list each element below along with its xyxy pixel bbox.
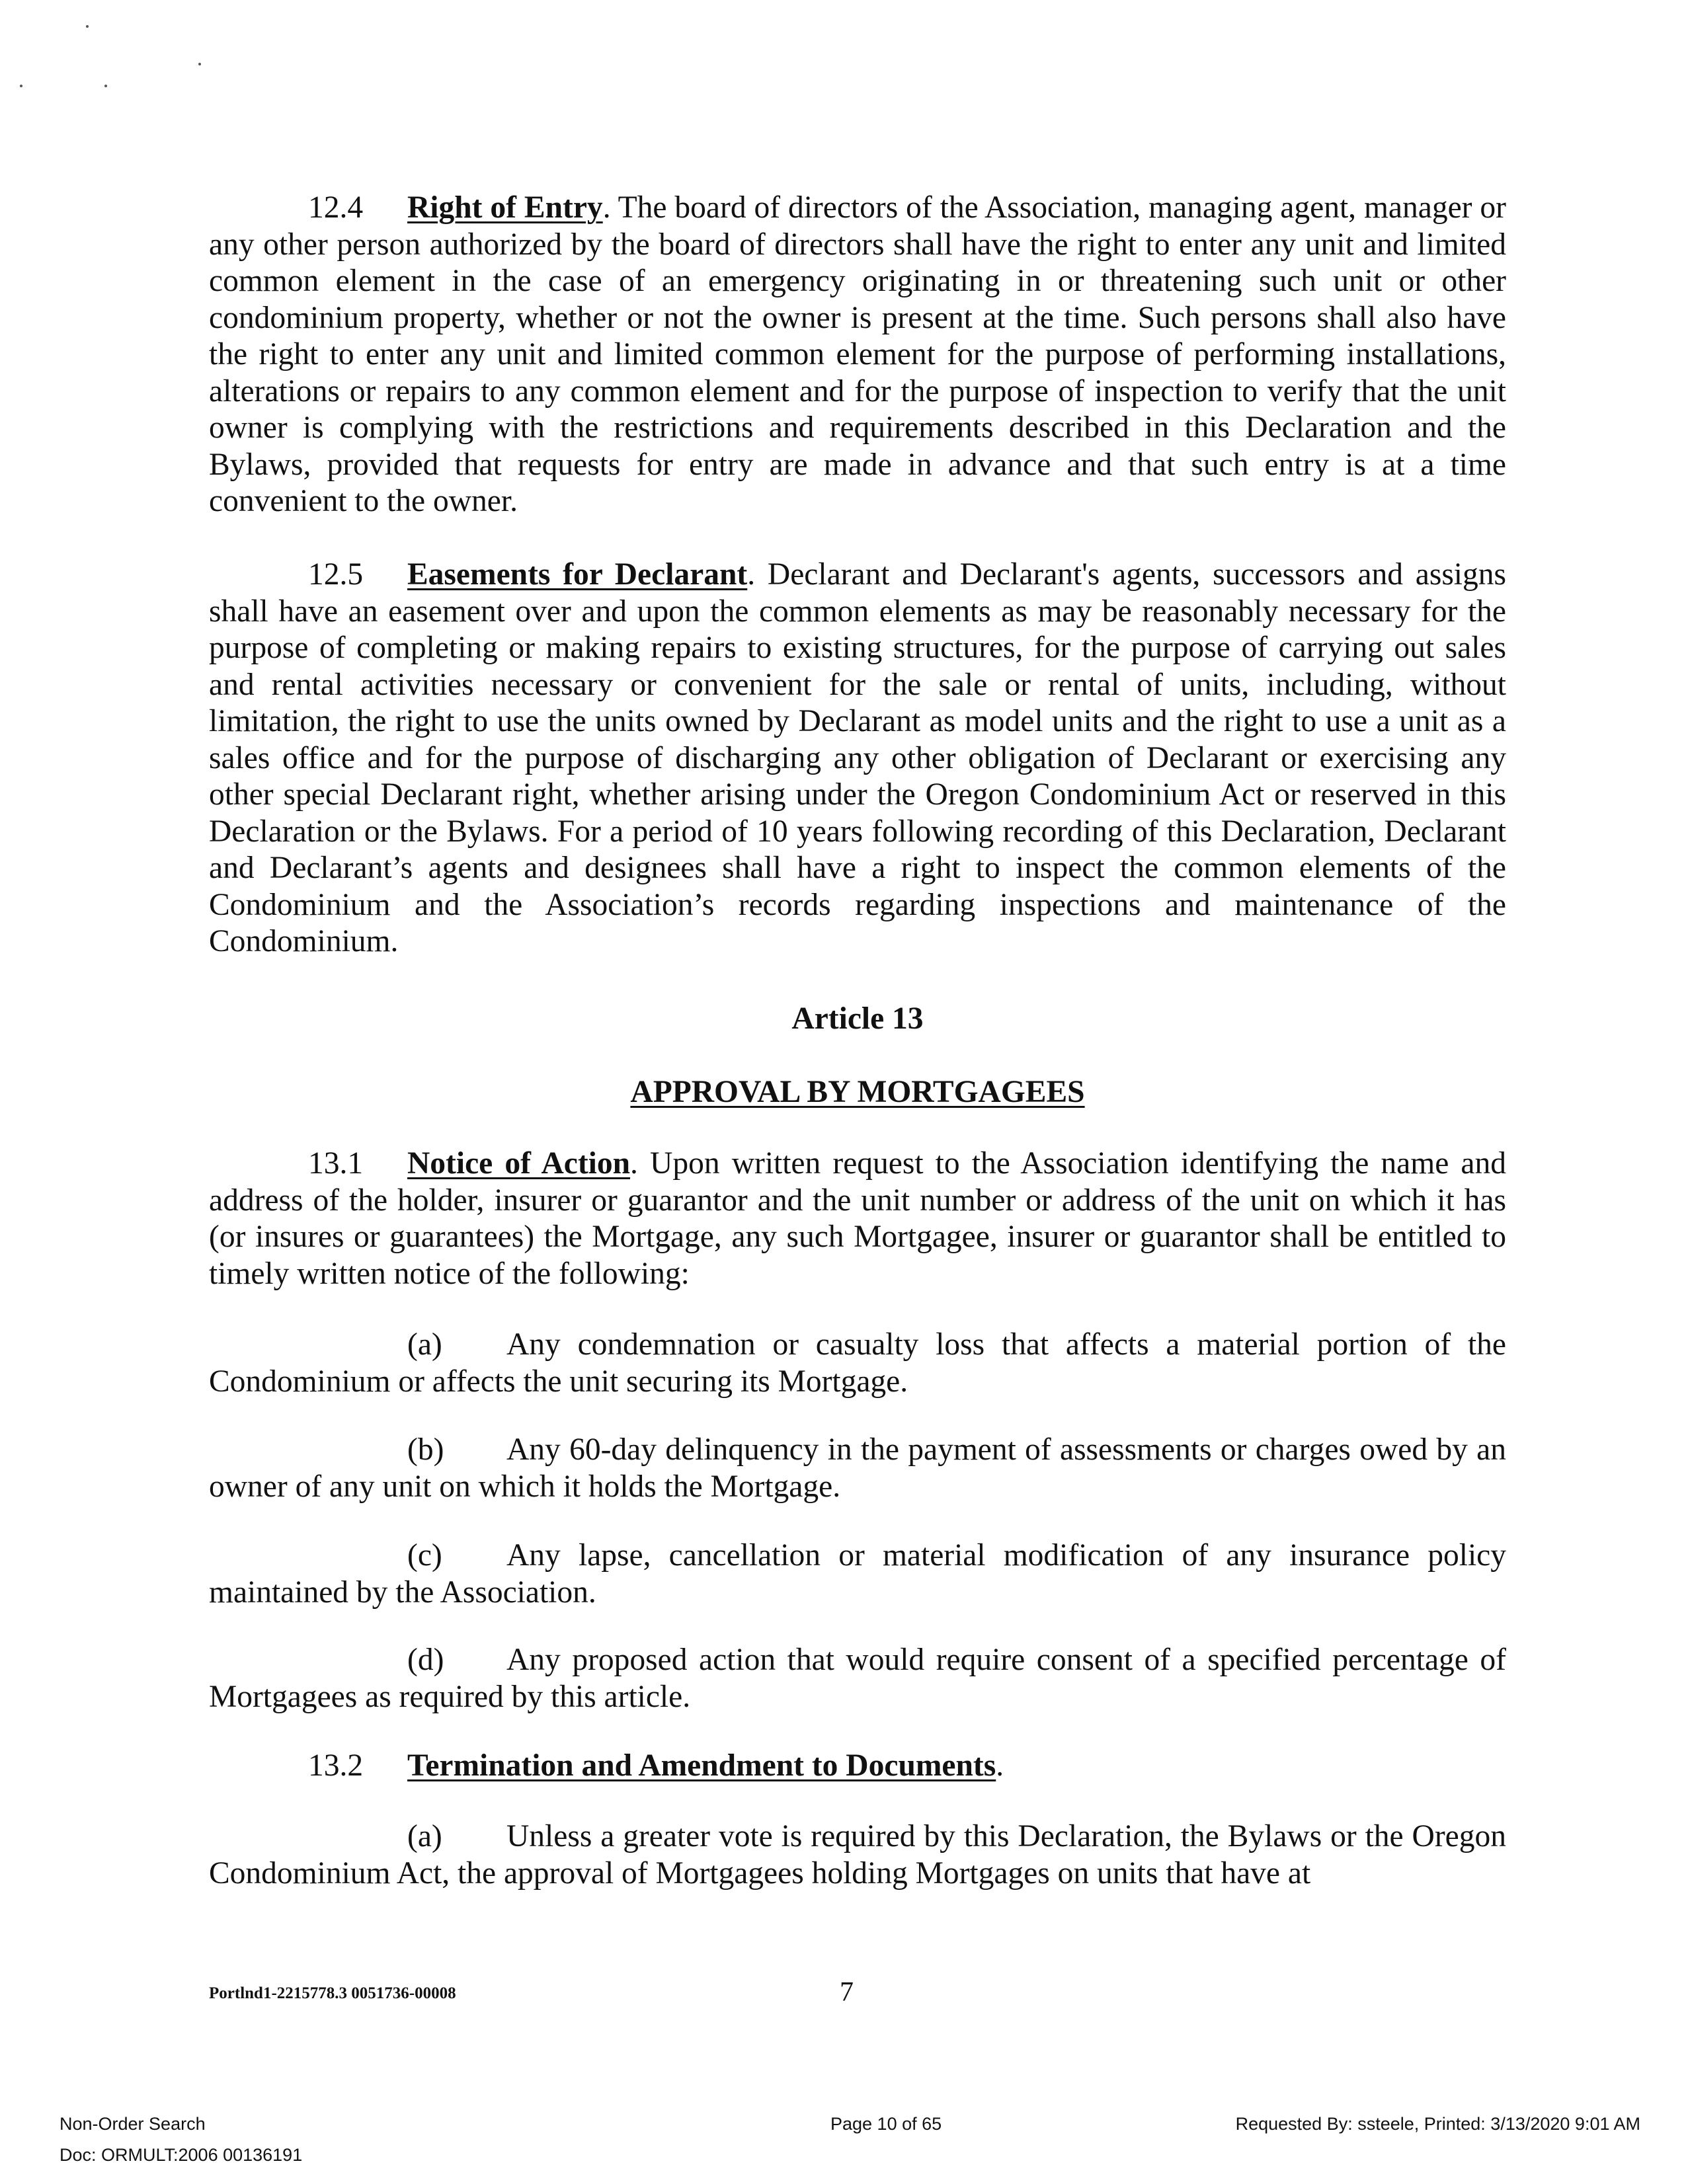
scan-speck — [198, 63, 201, 65]
requested-by-info: Requested By: ssteele, Printed: 3/13/2020 9:01 AM — [1235, 2114, 1640, 2134]
section-heading-easements-for-declarant: Easements for Declarant — [407, 557, 748, 592]
scan-speck — [20, 85, 22, 87]
item-text: Any 60-day delinquency in the payment of assessments or charges owed by an owner of any unit on which it holds the Mortgage. — [209, 1432, 1506, 1504]
item-label: (d) — [407, 1643, 444, 1677]
article-title — [209, 1074, 1506, 1111]
list-item-a — [209, 1327, 1506, 1400]
item-label: (c) — [407, 1538, 442, 1573]
article-title-text: APPROVAL BY MORTGAGEES — [630, 1075, 1085, 1109]
item-text: Any proposed action that would require consent of a specified percentage of Mortgagees as required by this article. — [209, 1643, 1506, 1714]
page-number: 7 — [840, 1977, 854, 2008]
section-13-2 — [209, 1748, 1506, 1785]
section-body: . The board of directors of the Association, managing agent, manager or any other person authorized by the board of directors shall have the right to enter any unit and limited common element in the case of an emergency originating in or threatening such unit or other condominium property, whether or not the owner is present at the time. Such persons shall also have the right to enter any unit and limited common element for the purpose of performing installations, alterations or repairs to any common element and for the purpose of inspection to verify that the unit owner is complying with the restrictions and requirements described in this Declaration and the Bylaws, provided that requests for entry are made in advance and that such entry is at a time convenient to the owner. — [209, 190, 1506, 518]
section-body: . Declarant and Declarant's agents, successors and assigns shall have an easement over and upon the common elements as may be reasonably necessary for the purpose of completing or making repairs to existing structures, for the purpose of carrying out sales and rental activities necessary or convenient for the sale or rental of units, including, without limitation, the right to use the units owned by Declarant as model units and the right to use a unit as a sales office and for the purpose of discharging any other obligation of Declarant or exercising any other special Declarant right, whether arising under the Oregon Condominium Act or reserved in this Declaration or the Bylaws. For a period of 10 years following recording of this Declaration, Declarant and Declarant’s agents and designees shall have a right to inspect the common elements of the Condominium and the Association’s records regarding inspections and maintenance of the Condominium. — [209, 557, 1506, 958]
item-text: Any lapse, cancellation or material modification of any insurance policy maintained by the Association. — [209, 1538, 1506, 1610]
page-indicator: Page 10 of 65 — [830, 2114, 942, 2134]
list-item-13-2-a — [209, 1818, 1506, 1892]
doc-reference: Doc: ORMULT:2006 00136191 — [60, 2145, 303, 2165]
section-heading-termination: Termination and Amendment to Documents — [407, 1748, 996, 1783]
section-number: 12.4 — [308, 190, 364, 225]
section-13-1 — [209, 1146, 1506, 1292]
item-label: (b) — [407, 1432, 444, 1467]
section-body: . Upon written request to the Association identifying the name and address of the holder, insurer or guarantor and the unit number or address of the unit on which it has (or insures or guarantees) the Mortgage, any such Mortgagee, insurer or guarantor shall be entitled to timely written notice of the following: — [209, 1146, 1506, 1291]
item-label: (a) — [407, 1327, 442, 1362]
section-heading-right-of-entry: Right of Entry — [407, 190, 603, 225]
scan-speck — [104, 85, 107, 87]
search-type-label: Non-Order Search — [60, 2114, 206, 2134]
section-12-5 — [209, 557, 1506, 960]
section-heading-notice-of-action: Notice of Action — [407, 1146, 631, 1181]
list-item-c — [209, 1538, 1506, 1611]
section-number: 12.5 — [308, 557, 364, 592]
item-label: (a) — [407, 1819, 442, 1853]
section-12-4 — [209, 190, 1506, 520]
item-text: Any condemnation or casualty loss that affects a material portion of the Condominium or affects the unit securing its Mortgage. — [209, 1327, 1506, 1399]
article-label: Article 13 — [791, 1001, 924, 1036]
section-number: 13.2 — [308, 1748, 364, 1783]
heading-trail: . — [996, 1748, 1004, 1783]
section-number: 13.1 — [308, 1146, 364, 1181]
document-id: Portlnd1-2215778.3 0051736-00008 — [209, 1984, 456, 2002]
list-item-b — [209, 1432, 1506, 1505]
item-text: Unless a greater vote is required by this Declaration, the Bylaws or the Oregon Condominium Act, the approval of Mortgagees holding Mortgages on units that have at — [209, 1819, 1506, 1891]
list-item-d — [209, 1642, 1506, 1715]
scan-speck — [86, 25, 89, 28]
